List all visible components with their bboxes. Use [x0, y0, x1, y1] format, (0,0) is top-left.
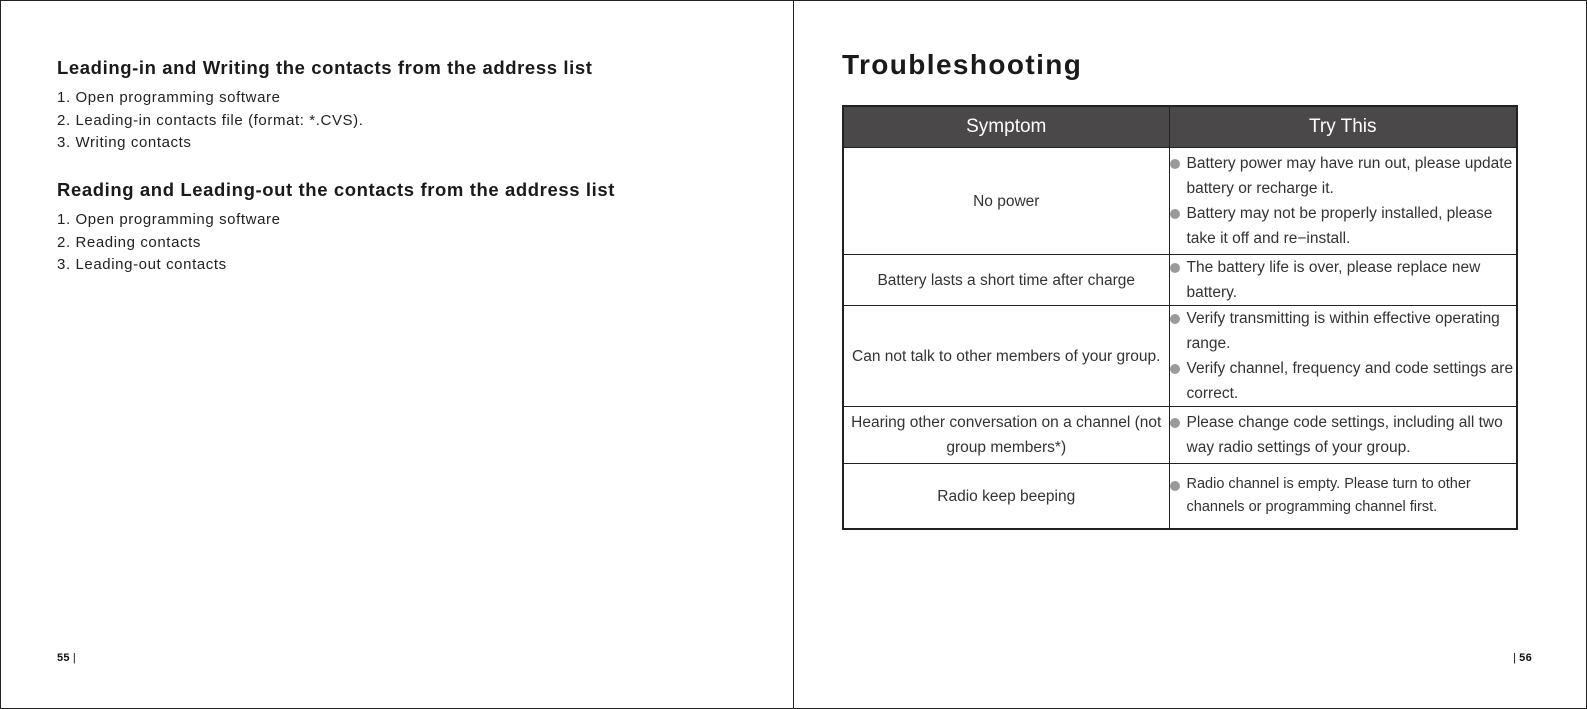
step-item: 3. Leading-out contacts [57, 256, 227, 273]
tip-item [1170, 473, 1517, 519]
section-title: Reading and Leading-out the contacts from the address list [57, 179, 616, 200]
try-this-cell [1169, 306, 1517, 407]
step-list [57, 87, 757, 155]
step-item: 1. Open programming software [57, 89, 281, 106]
tip-text: Please change code settings, including all two way radio settings of your group. [1186, 414, 1503, 456]
try-this-cell [1169, 464, 1517, 530]
symptom-cell: Can not talk to other members of your group. [843, 306, 1169, 407]
bullet-icon [1170, 481, 1180, 491]
tip-item [1170, 410, 1517, 460]
left-page [1, 1, 794, 708]
right-page [794, 1, 1586, 708]
try-this-cell [1169, 148, 1517, 255]
symptom-cell: Radio keep beeping [843, 464, 1169, 530]
table-row [843, 148, 1517, 255]
table-header-row [843, 106, 1517, 148]
page-number-left [57, 652, 79, 664]
tip-text: Battery power may have run out, please update battery or recharge it. [1186, 155, 1513, 197]
bullet-icon [1170, 159, 1180, 169]
symptom-cell: No power [843, 148, 1169, 255]
header-symptom: Symptom [843, 106, 1169, 148]
tip-item [1170, 356, 1517, 406]
step-list [57, 209, 757, 277]
bullet-icon [1170, 314, 1180, 324]
step-item: 3. Writing contacts [57, 134, 192, 151]
tip-text: Radio channel is empty. Please turn to other channels or programming channel first. [1186, 476, 1471, 515]
table-row [843, 306, 1517, 407]
table-row [843, 464, 1517, 530]
try-this-cell [1169, 255, 1517, 306]
step-item: 1. Open programming software [57, 211, 281, 228]
tip-item [1170, 201, 1517, 251]
symptom-cell: Battery lasts a short time after charge [843, 255, 1169, 306]
tip-item [1170, 255, 1517, 305]
folio-divider: | [1512, 652, 1517, 664]
bullet-icon [1170, 209, 1180, 219]
bullet-icon [1170, 364, 1180, 374]
table-row [843, 255, 1517, 306]
try-this-cell [1169, 407, 1517, 464]
step-item: 2. Leading-in contacts file (format: *.CVS). [57, 111, 364, 129]
symptom-cell: Hearing other conversation on a channel (not group members*) [843, 407, 1169, 464]
tip-item [1170, 306, 1517, 356]
step-item: 2. Reading contacts [57, 233, 201, 251]
page-title: Troubleshooting [842, 49, 1083, 80]
tip-text: Battery may not be properly installed, please take it off and re−install. [1186, 205, 1493, 247]
folio-divider: | [72, 652, 77, 664]
header-try-this: Try This [1169, 106, 1517, 148]
table-row [843, 407, 1517, 464]
tip-item [1170, 151, 1517, 201]
section-leading-in [57, 57, 757, 155]
section-leading-out [57, 179, 757, 277]
bullet-icon [1170, 263, 1180, 273]
page-number: 56 [1519, 652, 1532, 664]
page-number: 55 [57, 652, 70, 664]
troubleshooting-table [842, 105, 1518, 530]
tip-text: Verify channel, frequency and code settings are correct. [1186, 360, 1514, 402]
page-number-right [1510, 652, 1532, 664]
section-title: Leading-in and Writing the contacts from the address list [57, 57, 593, 78]
tip-text: Verify transmitting is within effective operating range. [1186, 310, 1500, 352]
bullet-icon [1170, 418, 1180, 428]
tip-text: The battery life is over, please replace new battery. [1186, 259, 1481, 301]
